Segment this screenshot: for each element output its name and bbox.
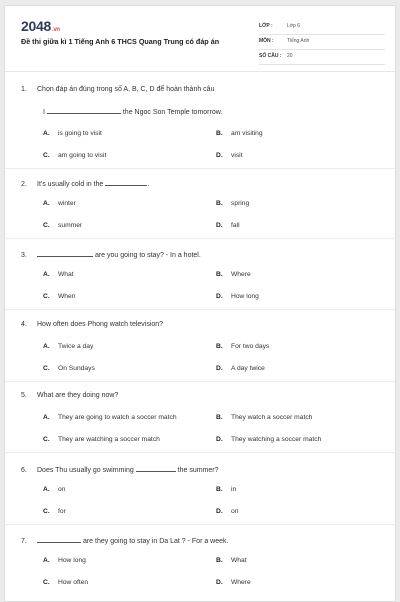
option-letter: A. bbox=[43, 343, 50, 350]
option-c[interactable] bbox=[43, 436, 160, 443]
option-text: How often bbox=[58, 579, 89, 586]
option-c[interactable] bbox=[43, 222, 82, 229]
answer-blank bbox=[47, 106, 121, 114]
option-letter: D. bbox=[216, 579, 223, 586]
meta-key: MÔN : bbox=[259, 38, 274, 44]
option-letter: D. bbox=[216, 508, 223, 515]
option-text: on bbox=[231, 508, 239, 515]
question-text: Chọn đáp án đúng trong số A, B, C, D để hoàn thành câu bbox=[37, 86, 215, 93]
question-separator bbox=[5, 524, 395, 525]
option-text: A day twice bbox=[231, 365, 265, 372]
question-text: It's usually cold in the bbox=[37, 181, 104, 188]
option-text: fall bbox=[231, 222, 240, 229]
question-number: 6. bbox=[21, 467, 27, 474]
meta-row-subject bbox=[259, 35, 385, 50]
option-letter: C. bbox=[43, 293, 50, 300]
option-letter: B. bbox=[216, 414, 223, 421]
option-letter: A. bbox=[43, 130, 50, 137]
option-letter: B. bbox=[216, 130, 223, 137]
option-text: winter bbox=[58, 200, 76, 207]
option-text: visit bbox=[231, 152, 243, 159]
option-text: They are going to watch a soccer match bbox=[58, 414, 177, 421]
option-b[interactable] bbox=[216, 343, 269, 350]
answer-blank bbox=[105, 178, 150, 188]
option-b[interactable] bbox=[216, 486, 236, 493]
meta-value: 20 bbox=[287, 53, 293, 59]
question-number: 1. bbox=[21, 86, 27, 93]
option-d[interactable] bbox=[216, 365, 265, 372]
option-letter: C. bbox=[43, 508, 50, 515]
exam-paper bbox=[4, 5, 396, 602]
meta-value: Tiếng Anh bbox=[287, 38, 310, 44]
option-letter: D. bbox=[216, 293, 223, 300]
question-stem bbox=[21, 392, 118, 399]
option-letter: C. bbox=[43, 579, 50, 586]
question-stem bbox=[21, 249, 201, 259]
meta-key: SỐ CÂU : bbox=[259, 53, 282, 59]
option-a[interactable] bbox=[43, 414, 177, 421]
option-letter: D. bbox=[216, 222, 223, 229]
question-number: 5. bbox=[21, 392, 27, 399]
question-text: are you going to stay? - In a hotel. bbox=[94, 252, 201, 259]
question-text: I bbox=[43, 109, 45, 116]
option-d[interactable] bbox=[216, 579, 251, 586]
option-letter: B. bbox=[216, 343, 223, 350]
option-d[interactable] bbox=[216, 293, 259, 300]
meta-row-count bbox=[259, 50, 385, 65]
option-letter: D. bbox=[216, 152, 223, 159]
question-stem bbox=[21, 178, 149, 188]
question-text: Does Thu usually go swimming bbox=[37, 467, 134, 474]
option-b[interactable] bbox=[216, 130, 263, 137]
option-a[interactable] bbox=[43, 343, 93, 350]
option-text: They are watching a soccer match bbox=[58, 436, 160, 443]
option-b[interactable] bbox=[216, 557, 247, 564]
question-line-2 bbox=[43, 106, 222, 116]
site-logo[interactable]: 2048.vn bbox=[21, 18, 60, 34]
option-text: am visiting bbox=[231, 130, 263, 137]
option-d[interactable] bbox=[216, 436, 321, 443]
option-letter: D. bbox=[216, 365, 223, 372]
option-text: am going to visit bbox=[58, 152, 107, 159]
option-letter: B. bbox=[216, 271, 223, 278]
option-c[interactable] bbox=[43, 579, 88, 586]
answer-blank bbox=[37, 249, 93, 257]
question-separator bbox=[5, 381, 395, 382]
option-text: How long bbox=[231, 293, 259, 300]
option-b[interactable] bbox=[216, 414, 312, 421]
question-number: 7. bbox=[21, 538, 27, 545]
answer-blank bbox=[37, 535, 81, 543]
option-text: Where bbox=[231, 271, 251, 278]
option-text: in bbox=[231, 486, 237, 493]
question-separator bbox=[5, 238, 395, 239]
question-number: 4. bbox=[21, 321, 27, 328]
option-text: What bbox=[231, 557, 247, 564]
question-number: 3. bbox=[21, 252, 27, 259]
option-a[interactable] bbox=[43, 130, 102, 137]
option-text: spring bbox=[231, 200, 250, 207]
answer-blank bbox=[136, 464, 176, 472]
question-separator bbox=[5, 168, 395, 169]
option-text: on bbox=[58, 486, 66, 493]
question-text: What are they doing now? bbox=[37, 392, 119, 399]
question-stem bbox=[21, 86, 214, 93]
question-text: . bbox=[147, 181, 150, 188]
option-text: Where bbox=[231, 579, 251, 586]
question-stem bbox=[21, 535, 228, 545]
option-text: is going to visit bbox=[58, 130, 102, 137]
meta-value: Lớp 6 bbox=[287, 23, 301, 29]
option-text: For two days bbox=[231, 343, 270, 350]
option-letter: A. bbox=[43, 486, 50, 493]
option-letter: B. bbox=[216, 486, 223, 493]
meta-key: LỚP : bbox=[259, 23, 273, 29]
option-b[interactable] bbox=[216, 271, 251, 278]
option-letter: A. bbox=[43, 200, 50, 207]
option-text: for bbox=[58, 508, 66, 515]
option-text: When bbox=[58, 293, 76, 300]
option-c[interactable] bbox=[43, 152, 106, 159]
option-b[interactable] bbox=[216, 200, 249, 207]
option-d[interactable] bbox=[216, 152, 243, 159]
question-text: the summer? bbox=[177, 467, 219, 474]
option-letter: C. bbox=[43, 152, 50, 159]
option-text: How long bbox=[58, 557, 86, 564]
option-letter: A. bbox=[43, 557, 50, 564]
option-text: They watch a soccer match bbox=[231, 414, 313, 421]
option-letter: C. bbox=[43, 365, 50, 372]
option-a[interactable] bbox=[43, 486, 65, 493]
option-c[interactable] bbox=[43, 293, 75, 300]
option-text: They watching a soccer match bbox=[231, 436, 322, 443]
option-d[interactable] bbox=[216, 222, 240, 229]
option-letter: A. bbox=[43, 271, 50, 278]
option-a[interactable] bbox=[43, 557, 86, 564]
option-letter: D. bbox=[216, 436, 223, 443]
header-divider bbox=[5, 71, 395, 72]
option-d[interactable] bbox=[216, 508, 238, 515]
option-text: Twice a day bbox=[58, 343, 94, 350]
option-letter: C. bbox=[43, 222, 50, 229]
exam-meta-table bbox=[259, 20, 385, 65]
option-a[interactable] bbox=[43, 200, 76, 207]
question-separator bbox=[5, 452, 395, 453]
option-text: summer bbox=[58, 222, 83, 229]
question-stem bbox=[21, 321, 163, 328]
question-number: 2. bbox=[21, 181, 27, 188]
option-c[interactable] bbox=[43, 508, 66, 515]
meta-row-class bbox=[259, 20, 385, 35]
question-text: are they going to stay in Da Lat ? - For a week. bbox=[82, 538, 229, 545]
question-separator bbox=[5, 309, 395, 310]
option-letter: B. bbox=[216, 200, 223, 207]
question-text: the Ngoc Son Temple tomorrow. bbox=[122, 109, 223, 116]
question-text: How often does Phong watch television? bbox=[37, 321, 164, 328]
option-a[interactable] bbox=[43, 271, 74, 278]
question-stem bbox=[21, 464, 219, 474]
option-text: What bbox=[58, 271, 74, 278]
option-text: On Sundays bbox=[58, 365, 95, 372]
option-letter: C. bbox=[43, 436, 50, 443]
option-letter: B. bbox=[216, 557, 223, 564]
option-letter: A. bbox=[43, 414, 50, 421]
option-c[interactable] bbox=[43, 365, 95, 372]
exam-title: Đề thi giữa kì 1 Tiếng Anh 6 THCS Quang Trung có đáp án bbox=[21, 37, 220, 46]
